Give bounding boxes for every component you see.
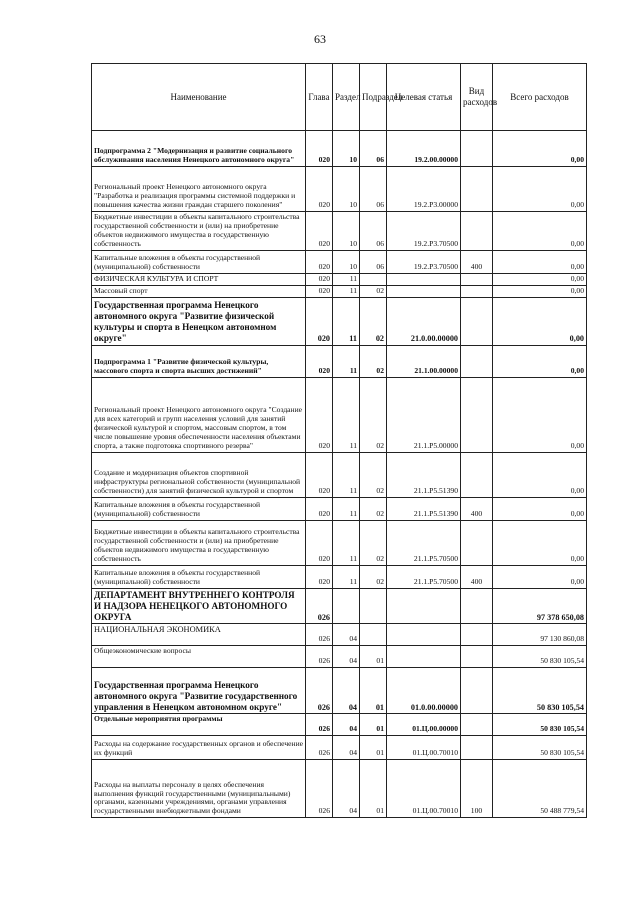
row-target: 01.0.00.00000 [387, 668, 461, 714]
row-section: 04 [333, 668, 360, 714]
header-target: Целевая статья [387, 64, 461, 131]
row-subsection: 02 [360, 297, 387, 345]
row-name: Расходы на выплаты персоналу в целях обеспечения выполнения функций государственными (муниципальными) органами, казенными учреждениями, органами управления государственными внебюджетными фондами [92, 760, 306, 818]
row-section: 11 [333, 377, 360, 452]
row-section: 11 [333, 273, 360, 285]
row-total: 97 378 650,08 [493, 588, 587, 624]
row-chapter: 020 [306, 497, 333, 520]
row-target [387, 273, 461, 285]
row-total: 0,00 [493, 212, 587, 251]
row-section: 04 [333, 624, 360, 646]
page-number: 63 [314, 32, 326, 46]
row-total: 0,00 [493, 273, 587, 285]
row-section: 10 [333, 131, 360, 167]
table-row [92, 345, 587, 377]
header-total: Всего расходов [493, 64, 587, 131]
table-row [92, 588, 587, 624]
row-name: Государственная программа Ненецкого автономного округа "Развитие государственного управления в Ненецком автономном округе" [92, 668, 306, 714]
row-chapter: 020 [306, 377, 333, 452]
row-exp-type [461, 646, 493, 668]
row-total: 50 830 105,54 [493, 646, 587, 668]
table-row [92, 497, 587, 520]
row-subsection: 02 [360, 520, 387, 565]
row-name: Бюджетные инвестиции в объекты капитального строительства государственной собственности и (или) на приобретение объектов недвижимого имущества в государственную собственность [92, 520, 306, 565]
row-target [387, 285, 461, 297]
table-row [92, 273, 587, 285]
row-name: Подпрограмма 1 "Развитие физической культуры, массового спорта и спорта высших достижений" [92, 345, 306, 377]
row-chapter: 026 [306, 714, 333, 736]
table-row [92, 285, 587, 297]
row-target: 21.1.Р5.51390 [387, 452, 461, 497]
row-chapter: 020 [306, 131, 333, 167]
row-section: 04 [333, 736, 360, 760]
row-total: 0,00 [493, 250, 587, 273]
row-total: 0,00 [493, 167, 587, 212]
row-section: 04 [333, 646, 360, 668]
row-section: 11 [333, 345, 360, 377]
row-total: 0,00 [493, 452, 587, 497]
row-section: 10 [333, 212, 360, 251]
row-exp-type [461, 297, 493, 345]
row-subsection: 06 [360, 131, 387, 167]
row-total: 0,00 [493, 297, 587, 345]
row-subsection: 02 [360, 452, 387, 497]
row-name: ДЕПАРТАМЕНТ ВНУТРЕННЕГО КОНТРОЛЯ И НАДЗОРА НЕНЕЦКОГО АВТОНОМНОГО ОКРУГА [92, 588, 306, 624]
row-total: 0,00 [493, 285, 587, 297]
row-subsection: 01 [360, 646, 387, 668]
table-row [92, 714, 587, 736]
row-target: 21.1.Р5.70500 [387, 520, 461, 565]
table-row [92, 736, 587, 760]
row-subsection: 02 [360, 565, 387, 588]
row-chapter: 020 [306, 345, 333, 377]
row-target [387, 646, 461, 668]
row-subsection: 02 [360, 377, 387, 452]
row-name: Региональный проект Ненецкого автономного округа "Разработка и реализация программы системной поддержки и повышения качества жизни граждан старшего поколения" [92, 167, 306, 212]
row-section: 04 [333, 714, 360, 736]
header-chapter: Глава [306, 64, 333, 131]
row-subsection [360, 588, 387, 624]
row-chapter: 020 [306, 167, 333, 212]
row-chapter: 020 [306, 285, 333, 297]
row-total: 50 830 105,54 [493, 714, 587, 736]
table-row [92, 377, 587, 452]
table-row [92, 167, 587, 212]
row-total: 50 830 105,54 [493, 668, 587, 714]
row-chapter: 026 [306, 736, 333, 760]
table-row [92, 250, 587, 273]
row-name: Отдельные мероприятия программы [92, 714, 306, 736]
row-name: НАЦИОНАЛЬНАЯ ЭКОНОМИКА [92, 624, 306, 646]
row-target: 21.1.Р5.70500 [387, 565, 461, 588]
row-section: 10 [333, 167, 360, 212]
row-chapter: 026 [306, 760, 333, 818]
row-subsection: 02 [360, 285, 387, 297]
row-name: Капитальные вложения в объекты государственной (муниципальной) собственности [92, 497, 306, 520]
budget-table [91, 63, 587, 818]
row-name: Общеэкономические вопросы [92, 646, 306, 668]
row-target: 21.1.00.00000 [387, 345, 461, 377]
row-section: 10 [333, 250, 360, 273]
row-target: 21.0.00.00000 [387, 297, 461, 345]
row-name: Массовый спорт [92, 285, 306, 297]
row-subsection: 01 [360, 760, 387, 818]
row-target: 01.Ц.00.70010 [387, 736, 461, 760]
row-chapter: 026 [306, 646, 333, 668]
header-subsection: Подраздел [360, 64, 387, 131]
row-exp-type [461, 345, 493, 377]
row-chapter: 020 [306, 297, 333, 345]
row-exp-type [461, 377, 493, 452]
row-exp-type [461, 668, 493, 714]
row-section: 11 [333, 285, 360, 297]
row-target: 21.1.Р5.51390 [387, 497, 461, 520]
row-section [333, 588, 360, 624]
row-chapter: 020 [306, 452, 333, 497]
row-exp-type: 400 [461, 497, 493, 520]
row-name: Региональный проект Ненецкого автономного округа "Создание для всех категорий и групп населения условий для занятий физической культурой и спортом, массовым спортом, в том числе повышение уровня обеспеченности населения объектами спорта, а также подготовка спортивного резерва" [92, 377, 306, 452]
table-row [92, 212, 587, 251]
row-subsection: 01 [360, 736, 387, 760]
row-total: 0,00 [493, 345, 587, 377]
table-row [92, 624, 587, 646]
row-total: 0,00 [493, 497, 587, 520]
header-name: Наименование [92, 64, 306, 131]
row-subsection: 02 [360, 345, 387, 377]
row-total: 0,00 [493, 520, 587, 565]
row-name: Расходы на содержание государственных органов и обеспечение их функций [92, 736, 306, 760]
row-target [387, 624, 461, 646]
row-target: 19.2.00.00000 [387, 131, 461, 167]
header-section: Раздел [333, 64, 360, 131]
row-section: 04 [333, 760, 360, 818]
row-subsection [360, 624, 387, 646]
row-exp-type [461, 452, 493, 497]
table-row [92, 452, 587, 497]
table-row [92, 565, 587, 588]
row-exp-type [461, 131, 493, 167]
row-target [387, 588, 461, 624]
row-name: Создание и модернизация объектов спортивной инфраструктуры региональной собственности (муниципальной собственности) для занятий физической культурой и спортом [92, 452, 306, 497]
row-exp-type: 400 [461, 250, 493, 273]
row-chapter: 020 [306, 212, 333, 251]
row-name: Капитальные вложения в объекты государственной (муниципальной) собственности [92, 250, 306, 273]
table-row [92, 760, 587, 818]
row-exp-type [461, 588, 493, 624]
row-section: 11 [333, 297, 360, 345]
row-target: 19.2.Р3.70500 [387, 212, 461, 251]
row-chapter: 020 [306, 273, 333, 285]
row-target: 19.2.Р3.70500 [387, 250, 461, 273]
row-name: Бюджетные инвестиции в объекты капитального строительства государственной собственности и (или) на приобретение объектов недвижимого имущества в государственную собственность [92, 212, 306, 251]
row-name: ФИЗИЧЕСКАЯ КУЛЬТУРА И СПОРТ [92, 273, 306, 285]
row-name: Государственная программа Ненецкого автономного округа "Развитие физической культуры и спорта в Ненецком автономном округе" [92, 297, 306, 345]
row-subsection: 01 [360, 668, 387, 714]
row-name: Капитальные вложения в объекты государственной (муниципальной) собственности [92, 565, 306, 588]
row-exp-type [461, 212, 493, 251]
row-target: 01.Ц.00.70010 [387, 760, 461, 818]
table-header-row [92, 64, 587, 131]
row-chapter: 026 [306, 588, 333, 624]
row-section: 11 [333, 520, 360, 565]
row-subsection: 06 [360, 250, 387, 273]
row-exp-type [461, 273, 493, 285]
row-exp-type: 100 [461, 760, 493, 818]
row-subsection: 02 [360, 497, 387, 520]
row-exp-type [461, 167, 493, 212]
row-subsection [360, 273, 387, 285]
row-subsection: 01 [360, 714, 387, 736]
row-chapter: 020 [306, 250, 333, 273]
row-target: 19.2.Р3.00000 [387, 167, 461, 212]
row-total: 0,00 [493, 565, 587, 588]
row-exp-type [461, 520, 493, 565]
row-target: 01.Ц.00.00000 [387, 714, 461, 736]
row-exp-type [461, 736, 493, 760]
row-subsection: 06 [360, 212, 387, 251]
row-chapter: 020 [306, 520, 333, 565]
row-total: 97 130 860,08 [493, 624, 587, 646]
row-exp-type [461, 285, 493, 297]
header-exp-type: Вид расходов [461, 64, 493, 131]
table-row [92, 646, 587, 668]
table-row [92, 668, 587, 714]
row-target: 21.1.Р5.00000 [387, 377, 461, 452]
row-exp-type [461, 714, 493, 736]
row-total: 50 488 779,54 [493, 760, 587, 818]
row-exp-type [461, 624, 493, 646]
row-total: 0,00 [493, 377, 587, 452]
table-row [92, 131, 587, 167]
row-total: 0,00 [493, 131, 587, 167]
table-row [92, 520, 587, 565]
row-chapter: 020 [306, 565, 333, 588]
row-name: Подпрограмма 2 "Модернизация и развитие социального обслуживания населения Ненецкого автономного округа" [92, 131, 306, 167]
row-subsection: 06 [360, 167, 387, 212]
table-row [92, 297, 587, 345]
row-total: 50 830 105,54 [493, 736, 587, 760]
row-chapter: 026 [306, 668, 333, 714]
row-section: 11 [333, 497, 360, 520]
row-section: 11 [333, 565, 360, 588]
row-exp-type: 400 [461, 565, 493, 588]
row-chapter: 026 [306, 624, 333, 646]
row-section: 11 [333, 452, 360, 497]
